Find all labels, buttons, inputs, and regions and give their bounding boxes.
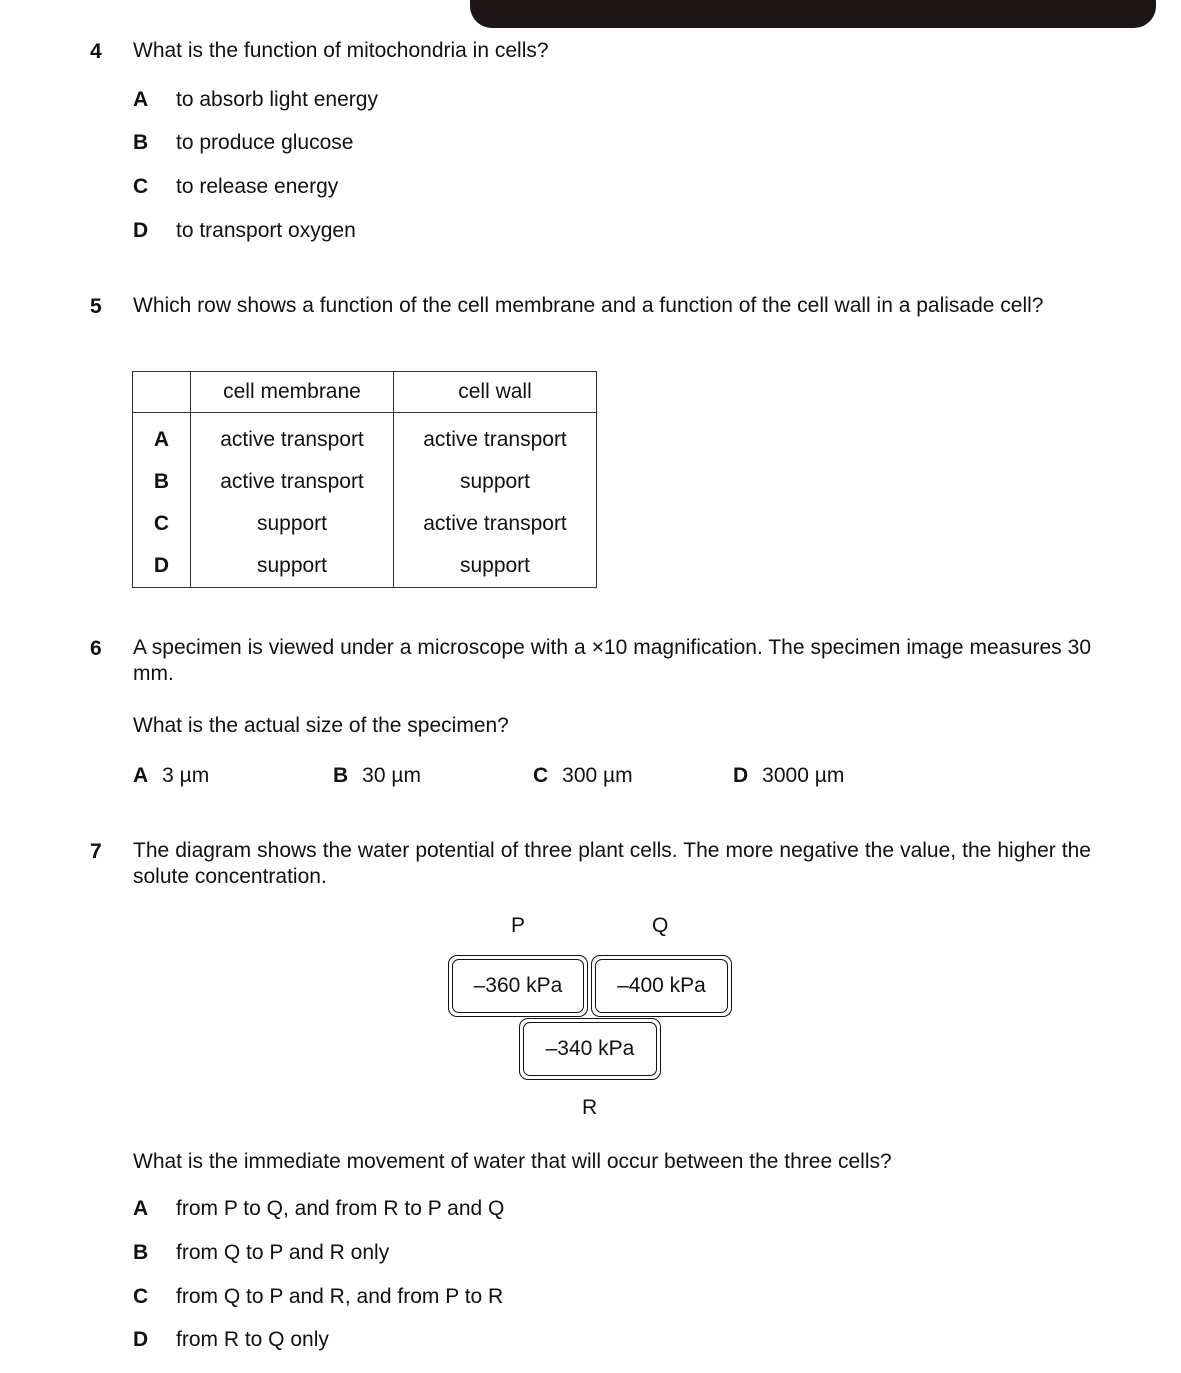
table-header-blank	[133, 372, 191, 413]
q7-option-b-text[interactable]: from Q to P and R only	[176, 1241, 390, 1264]
cell-r-label: R	[582, 1096, 598, 1119]
q6-option-d[interactable]	[733, 764, 844, 788]
option-letter[interactable]: A	[133, 764, 149, 787]
row-letter[interactable]: C	[133, 503, 191, 545]
table-row[interactable]	[133, 503, 597, 545]
option-text[interactable]: 3000 µm	[762, 764, 845, 787]
q4-option-c-text[interactable]: to release energy	[176, 175, 339, 198]
cell-q-label: Q	[652, 914, 669, 937]
table-row[interactable]	[133, 413, 597, 462]
row-membrane: support	[191, 503, 394, 545]
row-wall: support	[394, 461, 597, 503]
option-letter[interactable]: C	[533, 764, 549, 787]
q4-option-b-letter[interactable]: B	[133, 131, 149, 154]
option-letter[interactable]: D	[733, 764, 749, 787]
option-text[interactable]: 3 µm	[162, 764, 210, 787]
q5-number: 5	[90, 295, 102, 318]
row-membrane: support	[191, 545, 394, 588]
header-bar	[470, 0, 1156, 28]
q7-number: 7	[90, 840, 102, 863]
q5-question: Which row shows a function of the cell membrane and a function of the cell wall in a palisade cell?	[133, 294, 1044, 317]
q4-option-d-letter[interactable]: D	[133, 219, 149, 242]
row-letter[interactable]: D	[133, 545, 191, 588]
cell-q-value: –400 kPa	[595, 959, 728, 1013]
table-row[interactable]	[133, 461, 597, 503]
q7-option-d-text[interactable]: from R to Q only	[176, 1328, 329, 1351]
row-wall: active transport	[394, 413, 597, 462]
q4-option-a-letter[interactable]: A	[133, 88, 149, 111]
table-header-membrane: cell membrane	[191, 372, 394, 413]
cell-r	[519, 1018, 661, 1080]
row-letter[interactable]: B	[133, 461, 191, 503]
q4-option-c-letter[interactable]: C	[133, 175, 149, 198]
option-text[interactable]: 30 µm	[362, 764, 421, 787]
q7-option-c-text[interactable]: from Q to P and R, and from P to R	[176, 1285, 504, 1308]
q4-option-b-text[interactable]: to produce glucose	[176, 131, 354, 154]
q7-option-b-letter[interactable]: B	[133, 1241, 149, 1264]
q6-option-b[interactable]	[333, 764, 421, 788]
q4-question: What is the function of mitochondria in cells?	[133, 39, 549, 62]
row-membrane: active transport	[191, 413, 394, 462]
cell-p	[448, 955, 588, 1017]
table-header-wall: cell wall	[394, 372, 597, 413]
table-header-row	[133, 372, 597, 413]
q7-question: The diagram shows the water potential of three plant cells. The more negative the value, the higher the solute concentration.	[133, 839, 1091, 888]
q6-number: 6	[90, 637, 102, 660]
row-letter[interactable]: A	[133, 413, 191, 462]
q4-option-a-text[interactable]: to absorb light energy	[176, 88, 378, 111]
q7-option-d-letter[interactable]: D	[133, 1328, 149, 1351]
q6-option-a[interactable]	[133, 764, 209, 788]
cell-q	[591, 955, 732, 1017]
cell-p-value: –360 kPa	[452, 959, 584, 1013]
q6-question: A specimen is viewed under a microscope with a ×10 magnification. The specimen image measures 30 mm.	[133, 636, 1091, 685]
q4-option-d-text[interactable]: to transport oxygen	[176, 219, 356, 242]
row-wall: active transport	[394, 503, 597, 545]
q7-subquestion: What is the immediate movement of water that will occur between the three cells?	[133, 1150, 892, 1173]
row-membrane: active transport	[191, 461, 394, 503]
q7-option-a-letter[interactable]: A	[133, 1197, 149, 1220]
row-wall: support	[394, 545, 597, 588]
q4-number: 4	[90, 40, 102, 63]
q6-subquestion: What is the actual size of the specimen?	[133, 714, 509, 737]
q6-option-c[interactable]	[533, 764, 633, 788]
table-row[interactable]	[133, 545, 597, 588]
option-letter[interactable]: B	[333, 764, 349, 787]
q5-answer-table	[132, 371, 597, 588]
option-text[interactable]: 300 µm	[562, 764, 633, 787]
cell-p-label: P	[511, 914, 526, 937]
cell-r-value: –340 kPa	[523, 1022, 657, 1076]
q7-option-c-letter[interactable]: C	[133, 1285, 149, 1308]
q7-option-a-text[interactable]: from P to Q, and from R to P and Q	[176, 1197, 505, 1220]
